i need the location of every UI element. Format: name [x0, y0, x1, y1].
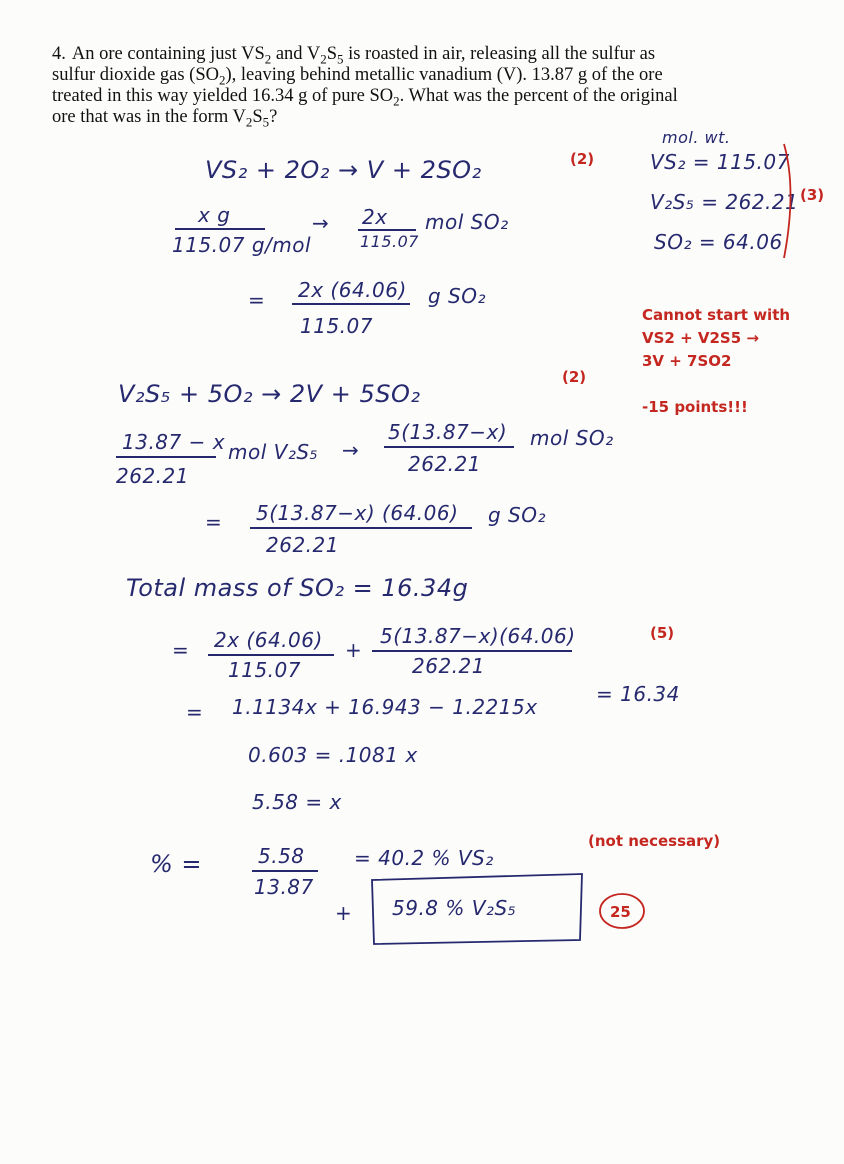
eq2-num-mass: 5(13.87−x) (64.06)	[256, 501, 459, 525]
molwt-so2: SO₂ = 64.06	[654, 230, 783, 254]
score-circle	[600, 894, 644, 928]
eq1-den-mass: 115.07	[300, 314, 373, 338]
eq2-unit-mass: g SO₂	[488, 503, 547, 527]
total-eq-sign-1: =	[172, 638, 190, 662]
eq2-den-mass: 262.21	[266, 533, 339, 557]
eq1-num-mass: 2x (64.06)	[298, 278, 407, 302]
total-term1-den: 115.07	[228, 658, 301, 682]
problem-line-4: ore that was in the form $V_2S_5$?	[52, 107, 278, 130]
eq1-unit-right: mol SO₂	[425, 210, 509, 234]
eq1-num-right: 2x	[362, 205, 388, 229]
grade-points-total: (5)	[650, 624, 675, 642]
eq2-den-right: 262.21	[408, 452, 481, 476]
grade-not-necessary: (not necessary)	[588, 832, 721, 850]
total-step-2: 5.58 = x	[252, 790, 342, 814]
eq2-eq-sign: =	[205, 510, 223, 534]
eq1-reaction: VS₂ + 2O₂ → V + 2SO₂	[205, 156, 482, 184]
total-step-1: 0.603 = .1081 x	[248, 743, 418, 767]
total-plus: +	[345, 638, 363, 662]
grade-points-eq2: (2)	[562, 368, 587, 386]
grade-note-line-3: 3V + 7SO2	[642, 352, 732, 370]
eq1-eq-sign: =	[248, 288, 266, 312]
answer-box	[372, 874, 582, 944]
molwt-header: mol. wt.	[662, 128, 731, 147]
eq1-num-left: x g	[198, 203, 231, 227]
problem-number: 4.	[52, 44, 66, 64]
eq2-unit-right: mol SO₂	[530, 426, 614, 450]
total-rhs: = 16.34	[596, 682, 680, 706]
answer-result-1: = 40.2 % VS₂	[354, 846, 494, 870]
eq2-reaction: V₂S₅ + 5O₂ → 2V + 5SO₂	[118, 380, 421, 408]
molwt-brace	[784, 144, 791, 258]
problem-line-3: treated in this way yielded 16.34 g of pure $SO_2$. What was the percent of the original	[52, 86, 678, 109]
grade-note-line-1: Cannot start with	[642, 306, 791, 324]
grade-note-line-2: VS2 + V2S5 →	[642, 329, 759, 347]
answer-den: 13.87	[254, 875, 314, 899]
grade-points-eq1: (2)	[570, 150, 595, 168]
eq2-unit-left: mol V₂S₅	[228, 440, 319, 464]
grade-score: 25	[610, 903, 631, 921]
eq1-den-left: 115.07 g/mol	[172, 233, 312, 257]
answer-num: 5.58	[258, 844, 305, 868]
molwt-vs2: VS₂ = 115.07	[650, 150, 790, 174]
total-expanded: 1.1134x + 16.943 − 1.2215x	[232, 695, 538, 719]
eq1-den-right: 115.07	[360, 232, 419, 251]
total-term1-num: 2x (64.06)	[214, 628, 323, 652]
eq2-num-right: 5(13.87−x)	[388, 420, 508, 444]
problem-line-1: 4. An ore containing just $VS_2$ and $V_2S_5$ is roasted in air, releasing all the sulfur as	[52, 44, 656, 67]
grade-points-molwt: (3)	[800, 186, 825, 204]
answer-result-2: 59.8 % V₂S₅	[392, 896, 517, 920]
grade-penalty: -15 points!!!	[642, 398, 748, 416]
eq2-arrow: →	[342, 438, 360, 462]
answer-plus: +	[335, 901, 353, 925]
answer-pct-sign: % =	[150, 850, 203, 878]
eq2-den-left: 262.21	[116, 464, 189, 488]
problem-line-2: sulfur dioxide gas $(SO_2)$, leaving behind metallic vanadium (V). 13.87 g of the ore	[52, 65, 663, 88]
total-term2-num: 5(13.87−x)(64.06)	[380, 624, 576, 648]
eq2-num-left: 13.87 − x	[122, 430, 226, 454]
eq1-arrow: →	[312, 211, 330, 235]
molwt-v2s5: V₂S₅ = 262.21	[650, 190, 799, 214]
eq1-unit-mass: g SO₂	[428, 284, 487, 308]
total-term2-den: 262.21	[412, 654, 485, 678]
total-eq-sign-2: =	[186, 700, 204, 724]
total-label: Total mass of SO₂ = 16.34g	[126, 574, 469, 602]
